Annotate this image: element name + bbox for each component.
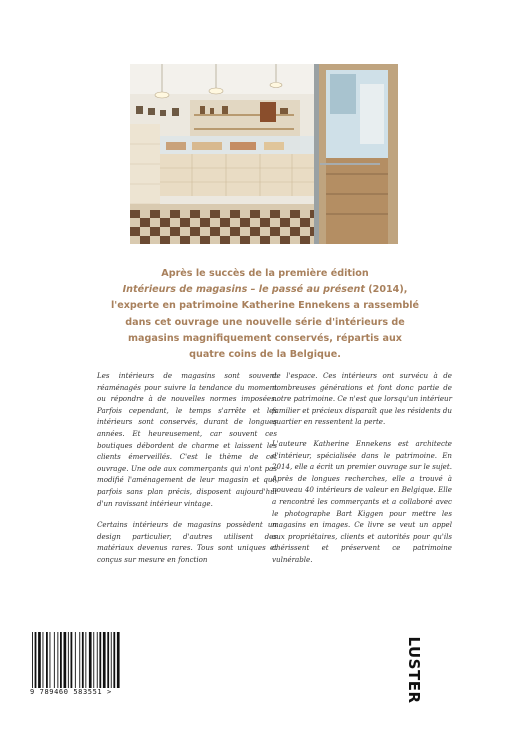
isbn-digits: 9 789460 583551 > [30,688,130,696]
lead-body: l'experte en patrimoine Katherine Ennekens a rassemblé dans cet ouvrage une nouvelle série d'intérieurs de magasins magnifiquement conservés, répartis aux quatre coins de la Belgique. [111,300,419,361]
body-paragraph: Les intérieurs de magasins sont souvent réaménagés pour suivre la tendance du moment ou répondre à de nouvelles normes imposées. Parfois cependant, le temps s'arrête et les intérieurs sont conservés, durant de longues années. Et heureusement, car souvent ces boutiques débordent de charme et laissent les clients émerveillés. C'est le thème de cet ouvrage. Une ode aux commerçants qui n'ont pas modifié l'aménagement de leur magasin et qui, parfois sans plan précis, disposent aujourd'hui d'un ravissant intérieur vintage. [97,371,277,508]
publisher-logo [396,636,432,704]
body-paragraph: Certains intérieurs de magasins possèdent un design particulier, d'autres utilisent des matériaux devenus rares. Tous sont uniques et conçus sur mesure en fonction [97,520,277,564]
lead-paragraph [110,266,420,363]
first-edition-year: (2014), [364,284,408,296]
body-column-left [97,370,277,576]
author-bio-paragraph: L'auteure Katherine Ennekens est architecte d'intérieur, spécialisée dans le patrimoine. En 2014, elle a écrit un premier ouvrage sur le sujet. Après de longues recherches, elle a trouvé à nouveau 40 intérieurs de valeur en Belgique. Elle a rencontré les commerçants et a collaboré avec le photographe Bart Kiggen pour mettre les magasins en images. Ce livre se veut un appel aux propriétaires, clients et autorités pour qu'ils chérissent et préservent ce patrimoine vulnérable. [272,438,452,564]
body-paragraph: de l'espace. Ces intérieurs ont survécu à de nombreuses générations et font donc partie de notre patrimoine. Ce n'est que lorsqu'un intérieur familier et précieux disparaît que les résidents du quartier en ressentent la perte. [272,371,452,427]
publisher-name: LUSTER [405,636,423,704]
lead-intro: Après le succès de la première édition [161,268,369,279]
first-edition-title: Intérieurs de magasins – le passé au présent [122,284,365,296]
body-column-right [272,370,452,576]
shop-interior-photo [130,64,398,244]
